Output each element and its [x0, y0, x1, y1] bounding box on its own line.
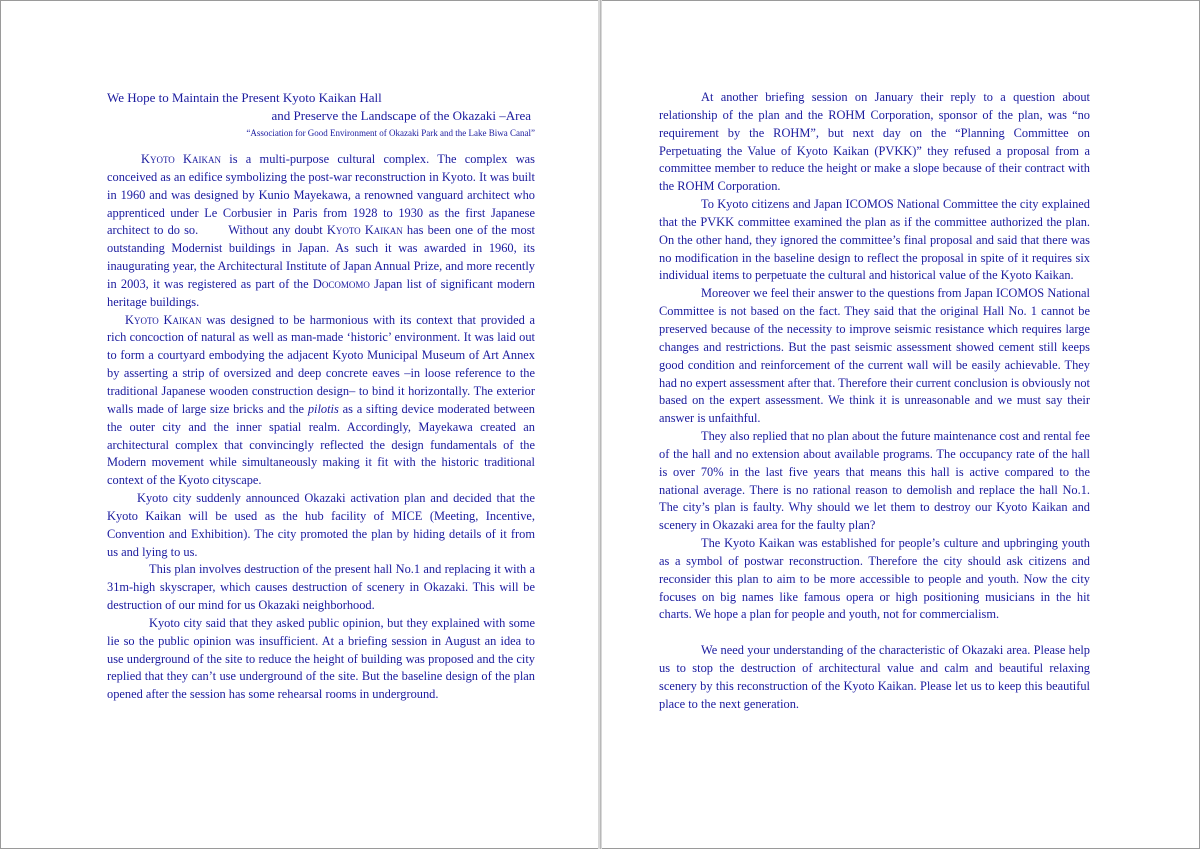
- page-fold-line: [600, 0, 601, 849]
- paragraph-text: Japan list of significant modern heritage buildings.: [107, 276, 535, 309]
- pilotis-term: pilotis: [307, 401, 339, 416]
- heading-line-1: We Hope to Maintain the Present Kyoto Kaikan Hall: [107, 90, 382, 105]
- paragraph-mice: Kyoto city suddenly announced Okazaki activation plan and decided that the Kyoto Kaikan will be used as the hub facility of MICE (Meeting, Incentive, Convention and Exhibition). The city promoted the plan by hiding details of it from us and lying to us.: [107, 491, 535, 559]
- paragraph-intro: [107, 151, 535, 312]
- paragraph-text: has been one of the most outstanding Modernist buildings in Japan. As such it was awarded in 1960, its inaugurating year, the Architectural Institute of Japan Annual Prize, and more recently in 2003, it was registered as part of the: [107, 223, 535, 291]
- paragraph-rohm: At another briefing session on January their reply to a question about relationship of the plan and the ROHM Corporation, sponsor of the plan, was “no requirement by the ROHM”, but next day on the “Planning Committee on Perpetuating the Value of Kyoto Kaikan (PVKK)” they refused a proposal from a committee member to reduce the height or make a slope because of their contract with the ROHM Corporation.: [659, 90, 1090, 194]
- kyoto-kaikan-name: Kyoto Kaikan: [141, 152, 221, 166]
- heading-line-2: and Preserve the Landscape of the Okazaki –Area: [271, 108, 531, 123]
- paragraph-seismic: Moreover we feel their answer to the questions from Japan ICOMOS National Committee is not based on the fact. They said that the original Hall No. 1 cannot be preserved because of the necessity to improve seismic resistance which requires large changes and restrictions. But the past seismic assessment showed cement still keeps good condition and reinforcement of the current wall will be easily achievable. They had no expert assessment after that. Therefore their current conclusion is obviously not based on the expert assessment. We think it is unreasonable and we must say their answer is unfaithful.: [659, 286, 1090, 426]
- right-page-column: [659, 89, 1090, 714]
- paragraph-public-opinion: Kyoto city said that they asked public opinion, but they explained with some lie so the public opinion was insufficient. At a briefing session in August an idea to use underground of the site to reduce the height of building was proposed and the city replied that they can’t use underground of the site. But the baseline design of the plan opened after the session has some rehearsal rooms in underground.: [107, 615, 535, 702]
- paragraph-text: as a sifting device moderated between the outer city and the inner spatial realm. Accordingly, Mayekawa created an architectural complex that convincingly reflected the design fundamentals of the Modern movement while simultaneously making it fit with the historic traditional context of the Kyoto cityscape.: [107, 401, 536, 488]
- paragraph-closing: We need your understanding of the characteristic of Okazaki area. Please help us to stop the destruction of architectural value and calm and beautiful relaxing scenery by this reconstruction of the Kyoto Kaikan. Please let us to keep this beautiful place to the next generation.: [659, 643, 1090, 711]
- paragraph-youth: The Kyoto Kaikan was established for people’s culture and upbringing youth as a symbol of postwar reconstruction. Therefore the city should ask citizens and reconsider this plan to aim to be more accessible to people and youth. Now the city focuses on big names like famous opera or high positioning musicians in the hit charts. We hope a plan for people and youth, not for commercialism.: [659, 536, 1090, 622]
- kyoto-kaikan-name: Kyoto Kaikan: [326, 223, 403, 238]
- paragraph-maintenance: They also replied that no plan about the future maintenance cost and rental fee of the hall and no extension about available programs. The occupancy rate of the hall is over 70% in the last five years that means this hall is active compared to the national average. There is no rational reason to demolish and replace the hall No.1. The city’s plan is faulty. Why should we let them to destroy our Kyoto Kaikan and scenery in Okazaki area for the faulty plan?: [659, 429, 1090, 533]
- organization-name: “Association for Good Environment of Okazaki Park and the Lake Biwa Canal”: [246, 128, 535, 138]
- left-page-column: [107, 89, 535, 704]
- paragraph-text: was designed to be harmonious with its context that provided a rich concoction of natural as well as man-made ‘historic’ environment. It was laid out to form a courtyard embodying the adjacent Kyoto Municipal Museum of Art Annex by asserting a strip of oversized and deep concrete eaves –in loose reference to the traditional Japanese wooden construction design– to bind it horizontally. The exterior walls made of large size bricks and the: [107, 312, 535, 416]
- paragraph-design: [107, 312, 535, 490]
- docomomo-name: Docomomo: [312, 276, 370, 291]
- paragraph-pvkk: To Kyoto citizens and Japan ICOMOS National Committee the city explained that the PVKK committee examined the plan as if the committee authorized the plan. On the other hand, they ignored the committee’s final proposal and said that there was no modification in the baseline design to reflect the proposal in spite of it requires six individual items to perpetuate the cultural and historical value of the Kyoto Kaikan.: [659, 197, 1090, 283]
- paragraph-destruction: This plan involves destruction of the present hall No.1 and replacing it with a 31m-high skyscraper, which causes destruction of scenery in Okazaki. This will be destruction of our mind for us Okazaki neighborhood.: [107, 562, 535, 613]
- paragraph-gap: [659, 624, 1090, 642]
- paragraph-text: Without any doubt: [228, 223, 327, 238]
- kyoto-kaikan-name: Kyoto Kaikan: [125, 312, 202, 327]
- paragraph-text: is a multi-purpose cultural complex. The complex was conceived as an edifice symbolizing the post-war reconstruction in Kyoto. It was built in 1960 and was designed by Kunio Mayekawa, a renowned vanguard architect who apprenticed under Le Corbusier in Paris from 1928 to 1930 as the first Japanese architect to do so.: [107, 152, 535, 238]
